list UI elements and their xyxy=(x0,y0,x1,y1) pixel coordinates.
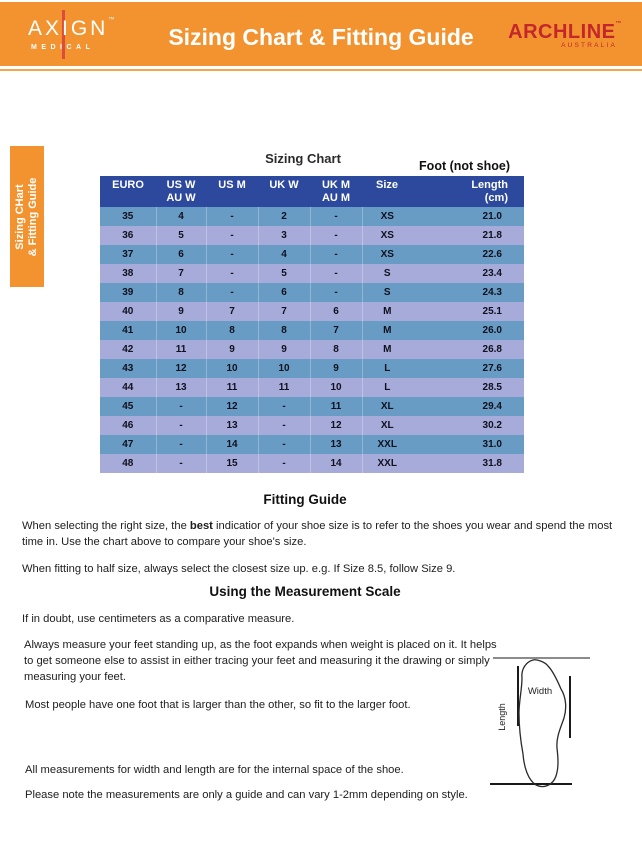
table-row xyxy=(100,359,524,378)
header-divider xyxy=(0,69,642,71)
table-cell: M xyxy=(362,302,412,321)
sizing-chart-table-head xyxy=(100,176,524,207)
table-cell: - xyxy=(310,283,362,302)
table-cell: L xyxy=(362,378,412,397)
table-row xyxy=(100,283,524,302)
fitting-guide-p1-after: indicatior of your shoe size is to refer to the shoes you wear and spend the most time in. Use the chart above to compare your shoe's size. xyxy=(22,520,613,548)
table-cell: 12 xyxy=(206,397,258,416)
table-cell: - xyxy=(310,226,362,245)
table-cell: 8 xyxy=(156,283,206,302)
archline-wordmark: ARCHLINE xyxy=(508,21,616,43)
table-cell: 7 xyxy=(258,302,310,321)
table-cell: 27.6 xyxy=(412,359,524,378)
archline-logo xyxy=(508,21,622,49)
table-cell: 4 xyxy=(156,207,206,226)
table-row xyxy=(100,245,524,264)
table-cell: 10 xyxy=(206,359,258,378)
table-cell: 13 xyxy=(156,378,206,397)
sidebar-tab xyxy=(10,146,44,287)
table-row xyxy=(100,264,524,283)
table-cell: XXL xyxy=(362,435,412,454)
table-cell: 46 xyxy=(100,416,156,435)
table-cell: - xyxy=(156,416,206,435)
column-header: Size xyxy=(362,176,412,207)
table-cell: 6 xyxy=(258,283,310,302)
table-cell: 23.4 xyxy=(412,264,524,283)
foot-outline-icon xyxy=(504,652,584,792)
table-cell: 7 xyxy=(310,321,362,340)
archline-logo-subtitle: AUSTRALIA xyxy=(561,42,617,49)
page-title: Sizing Chart & Fitting Guide xyxy=(168,24,474,50)
table-header-row xyxy=(100,176,524,207)
table-cell: 36 xyxy=(100,226,156,245)
table-row xyxy=(100,302,524,321)
table-cell: 43 xyxy=(100,359,156,378)
table-cell: 11 xyxy=(156,340,206,359)
sidebar-tab-line1: Sizing CHart xyxy=(14,183,26,250)
table-cell: 44 xyxy=(100,378,156,397)
table-cell: 22.6 xyxy=(412,245,524,264)
sidebar-tab-line2: & Fitting Guide xyxy=(27,177,39,256)
table-cell: 13 xyxy=(310,435,362,454)
sizing-chart-table xyxy=(100,176,524,473)
table-cell: XS xyxy=(362,207,412,226)
table-cell: 8 xyxy=(258,321,310,340)
table-cell: 9 xyxy=(258,340,310,359)
table-cell: - xyxy=(206,226,258,245)
table-cell: 10 xyxy=(156,321,206,340)
table-row xyxy=(100,340,524,359)
length-label: Length xyxy=(497,703,507,731)
table-cell: 8 xyxy=(310,340,362,359)
measurement-paragraph-5: Please note the measurements are only a guide and can vary 1-2mm depending on style. xyxy=(25,789,468,801)
column-header: Length (cm) xyxy=(412,176,524,207)
table-cell: 4 xyxy=(258,245,310,264)
column-header: US W AU W xyxy=(156,176,206,207)
table-cell: 39 xyxy=(100,283,156,302)
table-cell: 41 xyxy=(100,321,156,340)
table-cell: 26.8 xyxy=(412,340,524,359)
measurement-paragraph-1: If in doubt, use centimeters as a comparative measure. xyxy=(22,613,295,625)
fitting-guide-p1-before: When selecting the right size, the xyxy=(22,520,190,532)
table-cell: 11 xyxy=(206,378,258,397)
table-row xyxy=(100,378,524,397)
table-cell: - xyxy=(258,416,310,435)
table-cell: 38 xyxy=(100,264,156,283)
table-cell: 25.1 xyxy=(412,302,524,321)
table-cell: - xyxy=(258,435,310,454)
width-label: Width xyxy=(527,686,553,697)
axign-trademark: ™ xyxy=(108,17,115,23)
table-row xyxy=(100,207,524,226)
table-cell: 5 xyxy=(156,226,206,245)
table-cell: 31.8 xyxy=(412,454,524,473)
table-cell: - xyxy=(206,245,258,264)
archline-logo-name xyxy=(508,21,622,44)
table-cell: 45 xyxy=(100,397,156,416)
axign-logo-name xyxy=(28,17,114,41)
column-header: UK M AU M xyxy=(310,176,362,207)
table-cell: 3 xyxy=(258,226,310,245)
table-cell: 26.0 xyxy=(412,321,524,340)
table-cell: - xyxy=(156,435,206,454)
measurement-paragraph-2: Always measure your feet standing up, as the foot expands when weight is placed on it. It helps to get someone else to assist in either tracing your feet and measuring it the drawing or simply measuring your feet. xyxy=(24,639,497,683)
table-cell: - xyxy=(156,397,206,416)
table-cell: 14 xyxy=(310,454,362,473)
table-row xyxy=(100,321,524,340)
table-cell: 37 xyxy=(100,245,156,264)
table-cell: - xyxy=(258,454,310,473)
table-cell: XL xyxy=(362,416,412,435)
table-cell: 11 xyxy=(310,397,362,416)
table-cell: 48 xyxy=(100,454,156,473)
table-cell: M xyxy=(362,321,412,340)
fitting-guide-p1-bold: best xyxy=(189,520,213,532)
table-cell: S xyxy=(362,264,412,283)
table-cell: 47 xyxy=(100,435,156,454)
table-cell: - xyxy=(206,207,258,226)
column-header: UK W xyxy=(258,176,310,207)
table-cell: 21.0 xyxy=(412,207,524,226)
table-cell: 30.2 xyxy=(412,416,524,435)
table-cell: 10 xyxy=(258,359,310,378)
table-cell: 9 xyxy=(206,340,258,359)
sidebar-tab-label xyxy=(14,142,40,292)
table-cell: 7 xyxy=(156,264,206,283)
measurement-scale-heading: Using the Measurement Scale xyxy=(209,584,401,599)
table-cell: 5 xyxy=(258,264,310,283)
fitting-guide-paragraph-1 xyxy=(22,518,614,550)
table-cell: 9 xyxy=(310,359,362,378)
table-cell: 24.3 xyxy=(412,283,524,302)
table-cell: - xyxy=(206,283,258,302)
table-cell: 13 xyxy=(206,416,258,435)
sizing-chart-table-body xyxy=(100,207,524,473)
column-header: EURO xyxy=(100,176,156,207)
table-row xyxy=(100,226,524,245)
axign-wordmark: AXIGN xyxy=(28,17,109,40)
table-cell: 42 xyxy=(100,340,156,359)
table-cell: 9 xyxy=(156,302,206,321)
sizing-chart-title: Sizing Chart xyxy=(265,151,341,166)
table-cell: - xyxy=(206,264,258,283)
table-cell: 28.5 xyxy=(412,378,524,397)
table-cell: L xyxy=(362,359,412,378)
archline-trademark: ™ xyxy=(615,21,622,27)
table-cell: 11 xyxy=(258,378,310,397)
table-cell: - xyxy=(310,245,362,264)
table-row xyxy=(100,454,524,473)
table-cell: - xyxy=(258,397,310,416)
foot-not-shoe-label: Foot (not shoe) xyxy=(419,159,510,173)
table-cell: 2 xyxy=(258,207,310,226)
header-bar xyxy=(0,2,642,66)
table-cell: 10 xyxy=(310,378,362,397)
table-cell: 6 xyxy=(310,302,362,321)
table-row xyxy=(100,397,524,416)
table-cell: - xyxy=(310,207,362,226)
table-cell: - xyxy=(310,264,362,283)
column-header: US M xyxy=(206,176,258,207)
table-cell: M xyxy=(362,340,412,359)
table-cell: 6 xyxy=(156,245,206,264)
fitting-guide-heading: Fitting Guide xyxy=(263,492,347,507)
table-cell: 21.8 xyxy=(412,226,524,245)
table-cell: 7 xyxy=(206,302,258,321)
table-cell: - xyxy=(156,454,206,473)
measurement-paragraph-3: Most people have one foot that is larger than the other, so fit to the larger foot. xyxy=(25,699,411,711)
table-cell: XL xyxy=(362,397,412,416)
table-row xyxy=(100,435,524,454)
table-cell: 29.4 xyxy=(412,397,524,416)
table-cell: 12 xyxy=(156,359,206,378)
table-cell: 15 xyxy=(206,454,258,473)
table-row xyxy=(100,416,524,435)
foot-diagram xyxy=(488,646,616,798)
table-cell: 35 xyxy=(100,207,156,226)
axign-logo-subtitle: MEDICAL xyxy=(31,44,95,51)
table-cell: 14 xyxy=(206,435,258,454)
table-cell: 8 xyxy=(206,321,258,340)
measurement-paragraph-4: All measurements for width and length are for the internal space of the shoe. xyxy=(25,764,404,776)
table-cell: 12 xyxy=(310,416,362,435)
table-cell: S xyxy=(362,283,412,302)
table-cell: 31.0 xyxy=(412,435,524,454)
table-cell: XS xyxy=(362,226,412,245)
table-cell: XS xyxy=(362,245,412,264)
axign-medical-logo xyxy=(28,17,114,51)
table-cell: 40 xyxy=(100,302,156,321)
fitting-guide-paragraph-2: When fitting to half size, always select the closest size up. e.g. If Size 8.5, follow Size 9. xyxy=(22,563,456,575)
table-cell: XXL xyxy=(362,454,412,473)
